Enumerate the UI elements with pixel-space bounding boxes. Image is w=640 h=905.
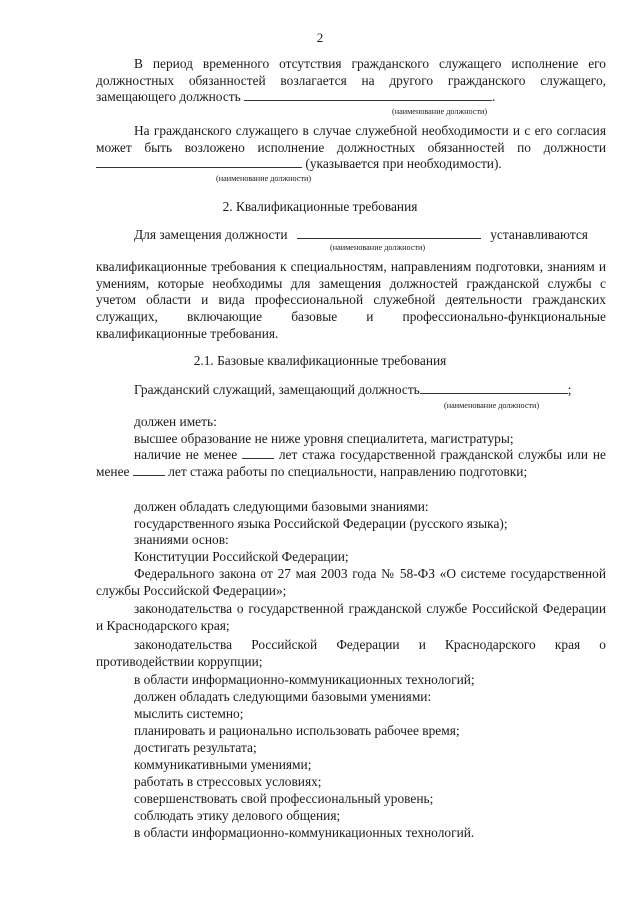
section-heading-qualification: 2. Квалификационные требования xyxy=(222,199,418,214)
position-caption: (наименование должности) xyxy=(392,107,488,116)
experience-part: или не менее xyxy=(96,447,606,479)
list-item: должен иметь: xyxy=(134,414,217,429)
list-item: должен обладать следующими базовыми умениями: xyxy=(134,689,432,704)
paragraph-end: . xyxy=(492,89,496,105)
paragraph-requirements-text: квалификационные требования к специальностям, направлениям подготовки, знаниям и умениям, которые необходимы для замещения должностей гражданской службы с учетом области и вида профессиональной служебной деятельности гражданских служащих, включающие базовые и профессионально-функциональные квалификационные требования. xyxy=(96,259,606,341)
list-item: совершенствовать свой профессиональный уровень; xyxy=(134,791,434,806)
list-item: в области информационно-коммуникационных технологий; xyxy=(134,672,475,687)
list-item: знаниями основ: xyxy=(134,532,229,547)
position-blank xyxy=(420,382,568,394)
paragraph-text: На гражданского служащего в случае служебной необходимости и с его согласия может быть возложено исполнение должностных обязанностей по должности xyxy=(96,123,606,155)
paragraph-text: В период временного отсутствия гражданского служащего исполнение его должностных обязанностей возлагается на другого гражданского служащего, замещающего должность xyxy=(96,56,606,105)
list-item: высшее образование не ниже уровня специалитета, магистратуры; xyxy=(134,431,514,446)
list-item-legislation-civil: законодательства о государственной гражданской службе Российской Федерации и Краснодарского края; xyxy=(96,601,606,633)
years-blank xyxy=(133,464,165,476)
paragraph-lead: Для замещения должности xyxy=(134,227,288,242)
position-caption: (наименование должности) xyxy=(216,174,312,183)
list-item: планировать и рационально использовать рабочее время; xyxy=(134,723,460,738)
paragraph-acting-duties xyxy=(96,56,606,106)
paragraph-tail: (указывается при необходимости). xyxy=(305,156,502,172)
position-caption: (наименование должности) xyxy=(444,401,540,410)
list-item: должен обладать следующими базовыми знаниями: xyxy=(134,499,429,514)
paragraph-experience xyxy=(96,447,606,480)
list-item: мыслить системно; xyxy=(134,706,244,721)
position-caption: (наименование должности) xyxy=(330,243,426,252)
paragraph-lead: Гражданский служащий, замещающий должность xyxy=(134,382,420,397)
list-item: Конституции Российской Федерации; xyxy=(134,549,349,564)
experience-part: лет стажа работы по специальности, направлению подготовки; xyxy=(168,463,528,479)
paragraph-end: ; xyxy=(567,382,572,397)
list-item: государственного языка Российской Федерации (русского языка); xyxy=(134,516,508,531)
paragraph-employee-lead xyxy=(96,382,606,399)
list-item-federal-law: Федерального закона от 27 мая 2003 года № 58-ФЗ «О системе государственной службы Российской Федерации»; xyxy=(96,566,606,598)
paragraph-requirements-lead xyxy=(96,227,606,244)
list-item-legislation-corruption: законодательства Российской Федерации и Краснодарского края о противодействии коррупции; xyxy=(96,637,606,669)
position-blank xyxy=(297,227,481,239)
experience-part: наличие не менее xyxy=(134,447,238,462)
section-heading-basic: 2.1. Базовые квалификационные требования xyxy=(193,353,447,368)
position-blank xyxy=(96,156,302,168)
experience-part: лет стажа государственной гражданской службы xyxy=(278,447,563,462)
page-number: 2 xyxy=(316,30,324,45)
list-item: коммуникативными умениями; xyxy=(134,757,312,772)
position-blank xyxy=(244,89,492,101)
list-item: работать в стрессовых условиях; xyxy=(134,774,322,789)
paragraph-additional-duties xyxy=(96,123,606,173)
paragraph-tail: устанавливаются xyxy=(490,227,588,242)
list-item: в области информационно-коммуникационных технологий. xyxy=(134,825,475,840)
list-item: соблюдать этику делового общения; xyxy=(134,808,341,823)
years-blank xyxy=(242,447,274,459)
list-item: достигать результата; xyxy=(134,740,257,755)
